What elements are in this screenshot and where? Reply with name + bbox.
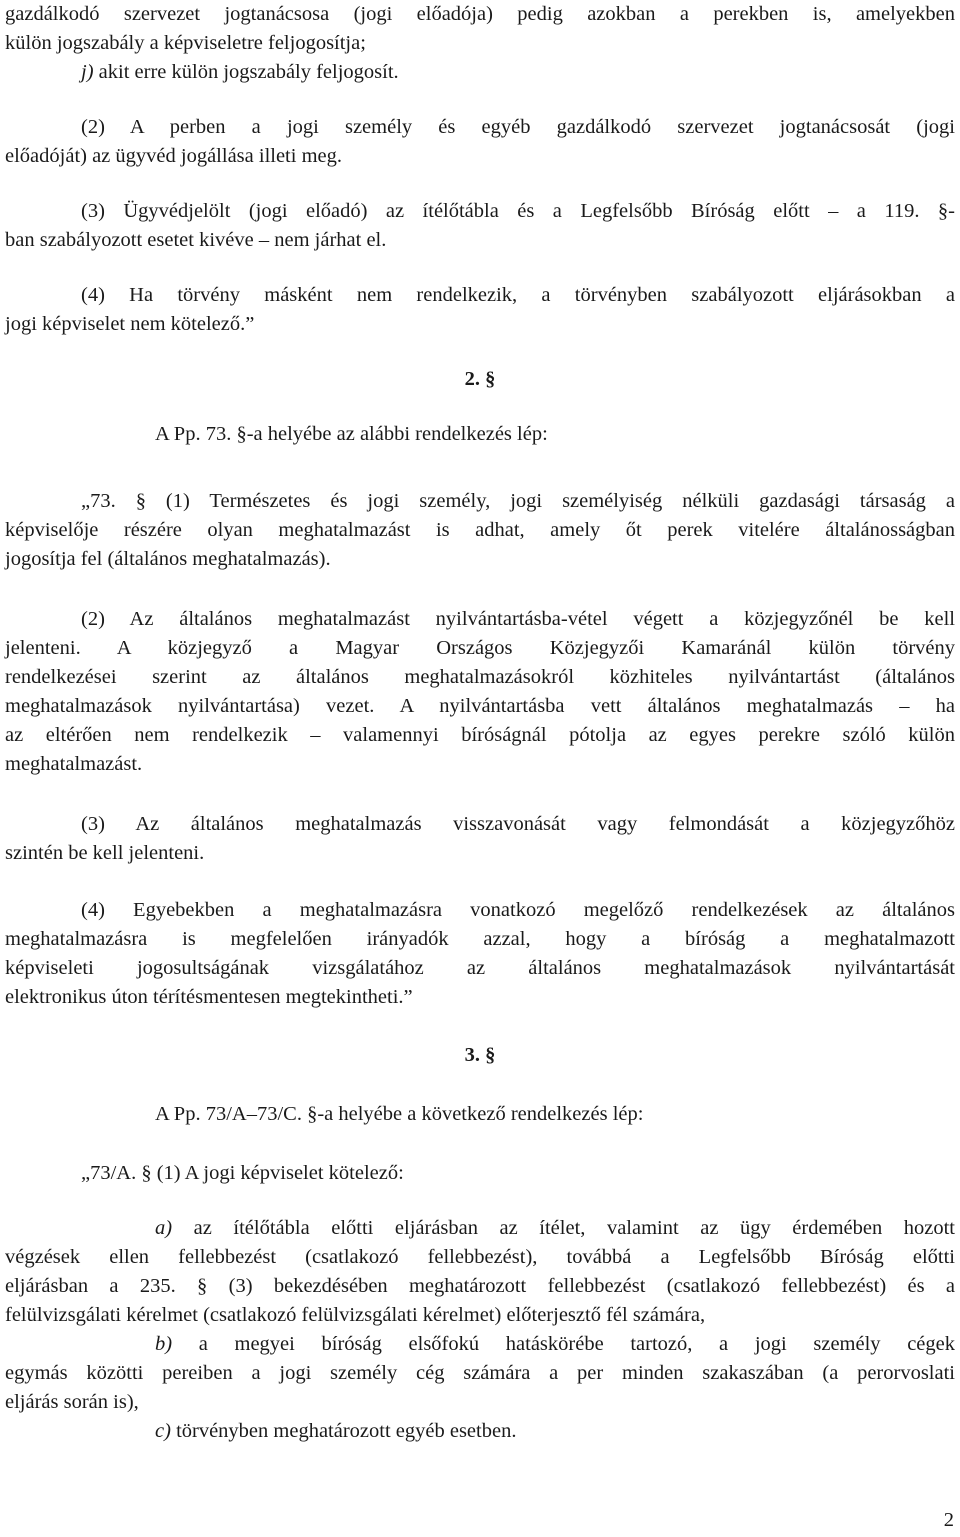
paragraph-2-start: (2) Az általános meghatalmazást nyilvántartásba-vétel végett a közjegyzőnél be kell xyxy=(81,608,955,630)
paragraph-4-start: (4) Ha törvény másként nem rendelkezik, a törvényben szabályozott eljárásokban a xyxy=(81,284,955,306)
section-73a-start: „73/A. § (1) A jogi képviselet kötelező: xyxy=(81,1162,404,1184)
text-line: jogi képviselet nem kötelező.” xyxy=(5,313,255,335)
page-number: 2 xyxy=(943,1509,954,1531)
paragraph-3-start: (3) Ügyvédjelölt (jogi előadó) az ítélőtábla és a Legfelsőbb Bíróság előtt – a 119. §- xyxy=(81,200,955,222)
text-line: végzések ellen fellebbezést (csatlakozó fellebbezést), továbbá a Legfelsőbb Bíróság előtti xyxy=(5,1246,955,1268)
text-line: szintén be kell jelenteni. xyxy=(5,842,205,864)
text-line: előadóját) az ügyvéd jogállása illeti meg. xyxy=(5,145,342,167)
text-line: jogosítja fel (általános meghatalmazás). xyxy=(5,548,331,570)
text-line: eljárásban a 235. § (3) bekezdésében meghatározott fellebbezést (csatlakozó fellebbezést) és a xyxy=(5,1275,955,1297)
amendment-intro: A Pp. 73. §-a helyébe az alábbi rendelkezés lép: xyxy=(155,423,548,445)
item-b-start xyxy=(155,1330,955,1359)
paragraph-4-start: (4) Egyebekben a meghatalmazásra vonatkozó megelőző rendelkezések az általános xyxy=(81,899,955,921)
text-line: jelenteni. A közjegyző a Magyar Országos Közjegyzői Kamaránál külön törvény xyxy=(5,637,955,659)
text-span: akit erre külön jogszabály feljogosít. xyxy=(98,61,399,83)
text-line: egymás közötti pereiben a jogi személy cég számára a per minden szakaszában (a perorvoslati xyxy=(5,1362,955,1384)
section-heading: 2. § xyxy=(464,368,496,390)
text-line: felülvizsgálati kérelmet (csatlakozó felülvizsgálati kérelmet) előterjesztő fél számára, xyxy=(5,1304,706,1326)
text-span: törvényben meghatározott egyéb esetben. xyxy=(176,1420,517,1442)
text-line: gazdálkodó szervezet jogtanácsosa (jogi előadója) pedig azokban a perekben is, amelyekben xyxy=(5,3,955,25)
text-line: elektronikus úton térítésmentesen megtekintheti.” xyxy=(5,986,413,1008)
text-line: meghatalmazásra is megfelelően irányadók azzal, hogy a bíróság a meghatalmazott xyxy=(5,928,955,950)
text-line: meghatalmazások nyilvántartása) vezet. A nyilvántartásba vett általános meghatalmazás – ha xyxy=(5,695,955,717)
paragraph-3-start: (3) Az általános meghatalmazás visszavonását vagy felmondását a közjegyzőhöz xyxy=(81,813,955,835)
text-line: külön jogszabály a képviseletre feljogosítja; xyxy=(5,32,366,54)
item-letter-a: a) xyxy=(155,1217,173,1239)
text-line: képviselője részére olyan meghatalmazást is adhat, amely őt perek vitelére általánosságban xyxy=(5,519,955,541)
text-span: a megyei bíróság elsőfokú hatáskörébe tartozó, a jogi személy cégek xyxy=(198,1333,956,1355)
text-line xyxy=(81,58,955,87)
item-letter-b: b) xyxy=(155,1333,173,1355)
item-a-start xyxy=(155,1214,955,1243)
item-letter-c: c) xyxy=(155,1420,171,1442)
section-73-start: „73. § (1) Természetes és jogi személy, jogi személyiség nélküli gazdasági társaság a xyxy=(81,490,955,512)
item-c-start xyxy=(155,1417,955,1446)
text-line: képviseleti jogosultságának vizsgálatához az általános meghatalmazások nyilvántartását xyxy=(5,957,955,979)
text-line: ban szabályozott esetet kivéve – nem járhat el. xyxy=(5,229,387,251)
paragraph-2-start: (2) A perben a jogi személy és egyéb gazdálkodó szervezet jogtanácsosát (jogi xyxy=(81,116,955,138)
amendment-intro: A Pp. 73/A–73/C. §-a helyébe a következő rendelkezés lép: xyxy=(155,1103,644,1125)
text-line: rendelkezései szerint az általános meghatalmazásokról közhiteles nyilvántartást (általános xyxy=(5,666,955,688)
text-span: az ítélőtábla előtti eljárásban az ítélet, valamint az ügy érdemében hozott xyxy=(193,1217,955,1239)
section-heading: 3. § xyxy=(464,1044,496,1066)
text-line: az eltérően nem rendelkezik – valamennyi bíróságnál pótolja az egyes perekre szóló külön xyxy=(5,724,955,746)
item-letter-j: j) xyxy=(81,61,94,83)
text-line: meghatalmazást. xyxy=(5,753,143,775)
text-line: eljárás során is), xyxy=(5,1391,139,1413)
